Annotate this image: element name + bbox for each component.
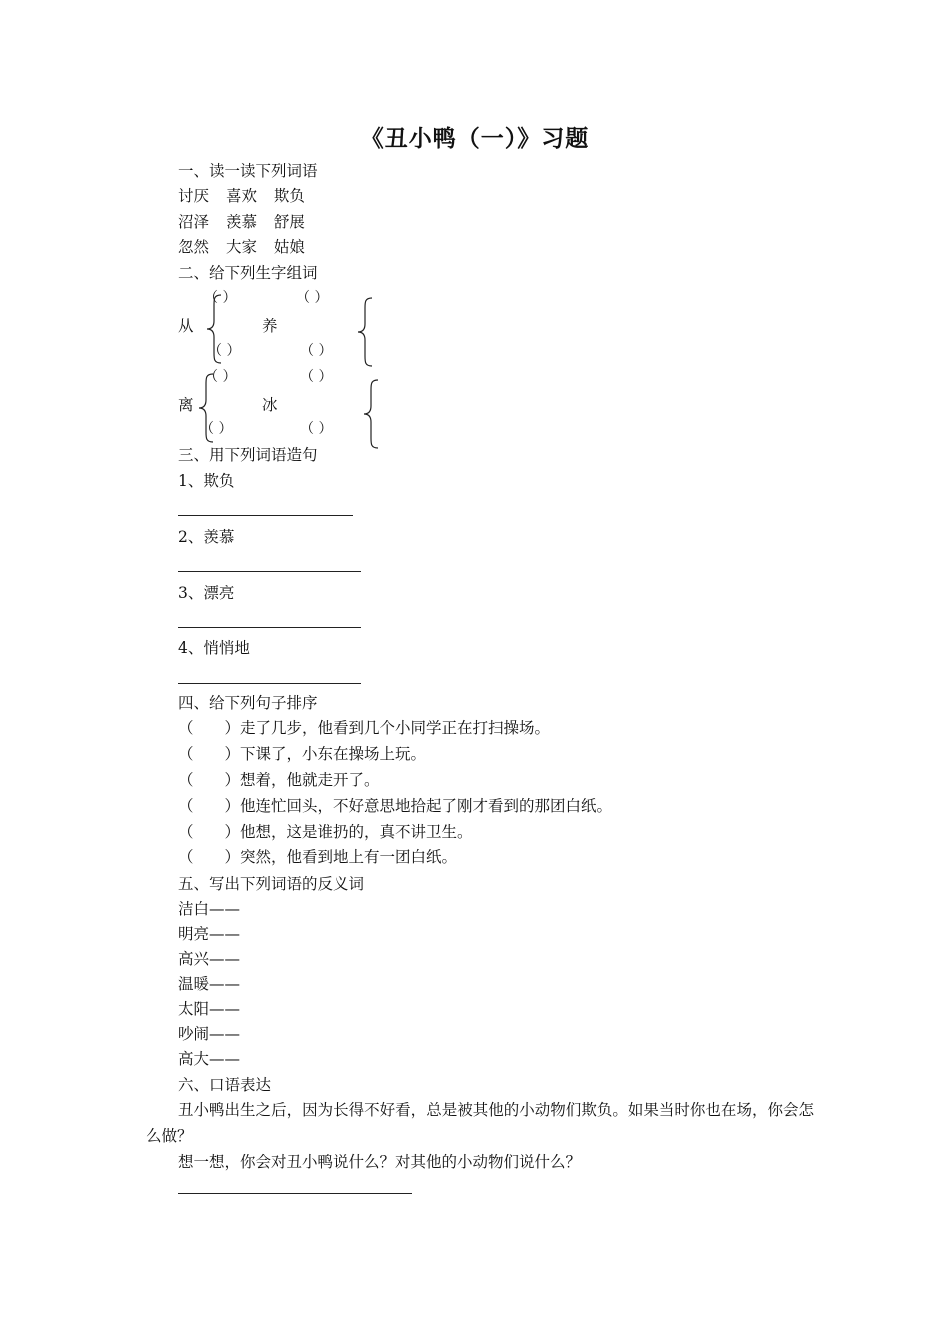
word: 欺负 <box>273 187 305 205</box>
order-paren[interactable]: （ ） <box>178 848 241 866</box>
order-item <box>178 822 473 842</box>
order-text: 想着，他就走开了。 <box>240 771 380 789</box>
order-paren[interactable]: （ ） <box>178 823 241 841</box>
word: 喜欢 <box>225 187 257 205</box>
order-paren[interactable]: （ ） <box>178 719 241 737</box>
order-text: 走了几步，他看到几个小同学正在打扫操场。 <box>240 719 551 737</box>
char-li: 离 <box>178 396 194 414</box>
word-row-3 <box>178 237 317 257</box>
brace-icon <box>356 296 376 368</box>
blank-paren[interactable]: （ ） <box>208 343 241 359</box>
oral-paragraph-2: 想一想，你会对丑小鸭说什么？对其他的小动物们说什么？ <box>178 1153 582 1171</box>
char-bing: 冰 <box>262 396 278 414</box>
order-text: 他连忙回头，不好意思地拾起了刚才看到的那团白纸。 <box>240 797 613 815</box>
order-paren[interactable]: （ ） <box>178 745 241 763</box>
sentence-item-1: 1、欺负 <box>178 472 235 490</box>
section6-heading: 六、口语表达 <box>178 1076 272 1094</box>
antonym-item[interactable]: 太阳—— <box>178 1000 241 1018</box>
char-cong: 从 <box>178 317 194 335</box>
antonym-item[interactable]: 洁白—— <box>178 900 241 918</box>
section5-heading: 五、写出下列词语的反义词 <box>178 875 365 893</box>
order-item <box>178 744 426 764</box>
blank-paren[interactable]: （ ） <box>204 290 237 306</box>
order-item <box>178 718 550 738</box>
answer-line[interactable] <box>178 515 353 516</box>
section2-heading: 二、给下列生字组词 <box>178 264 318 282</box>
blank-paren[interactable]: （ ） <box>300 369 333 385</box>
order-text: 下课了，小东在操场上玩。 <box>240 745 427 763</box>
blank-paren[interactable]: （ ） <box>204 369 237 385</box>
order-item <box>178 847 457 867</box>
page-title: 《丑小鸭（一）》习题 <box>360 126 590 152</box>
char-yang: 养 <box>262 317 278 335</box>
sentence-item-3: 3、漂亮 <box>178 584 235 602</box>
antonym-item[interactable]: 吵闹—— <box>178 1025 241 1043</box>
antonym-item[interactable]: 高兴—— <box>178 950 241 968</box>
order-paren[interactable]: （ ） <box>178 771 241 789</box>
answer-line[interactable] <box>178 1193 412 1194</box>
brace-icon <box>362 378 382 450</box>
answer-line[interactable] <box>178 571 361 572</box>
order-item <box>178 770 380 790</box>
section4-heading: 四、给下列句子排序 <box>178 694 318 712</box>
order-paren[interactable]: （ ） <box>178 797 241 815</box>
answer-line[interactable] <box>178 627 361 628</box>
word: 忽然 <box>178 238 210 256</box>
section3-heading: 三、用下列词语造句 <box>178 446 318 464</box>
word-row-2 <box>178 212 317 232</box>
word: 舒展 <box>273 213 305 231</box>
blank-paren[interactable]: （ ） <box>300 343 333 359</box>
order-text: 他想，这是谁扔的，真不讲卫生。 <box>240 823 473 841</box>
word: 姑娘 <box>273 238 305 256</box>
blank-paren[interactable]: （ ） <box>200 421 233 437</box>
section1-heading: 一、读一读下列词语 <box>178 162 318 180</box>
word: 羡慕 <box>225 213 257 231</box>
word: 讨厌 <box>178 187 210 205</box>
antonym-item[interactable]: 明亮—— <box>178 925 241 943</box>
sentence-item-4: 4、悄悄地 <box>178 639 250 657</box>
order-item <box>178 796 612 816</box>
oral-paragraph-1: 丑小鸭出生之后，因为长得不好看，总是被其他的小动物们欺负。如果当时你也在场，你会怎么做？ <box>146 1101 814 1145</box>
answer-line[interactable] <box>178 683 361 684</box>
blank-paren[interactable]: （ ） <box>300 421 333 437</box>
antonym-item[interactable]: 温暖—— <box>178 975 241 993</box>
word-row-1 <box>178 186 317 206</box>
antonym-item[interactable]: 高大—— <box>178 1050 241 1068</box>
sentence-item-2: 2、羡慕 <box>178 528 235 546</box>
blank-paren[interactable]: （ ） <box>296 290 329 306</box>
order-text: 突然，他看到地上有一团白纸。 <box>240 848 458 866</box>
word: 沼泽 <box>178 213 210 231</box>
word: 大家 <box>225 238 257 256</box>
